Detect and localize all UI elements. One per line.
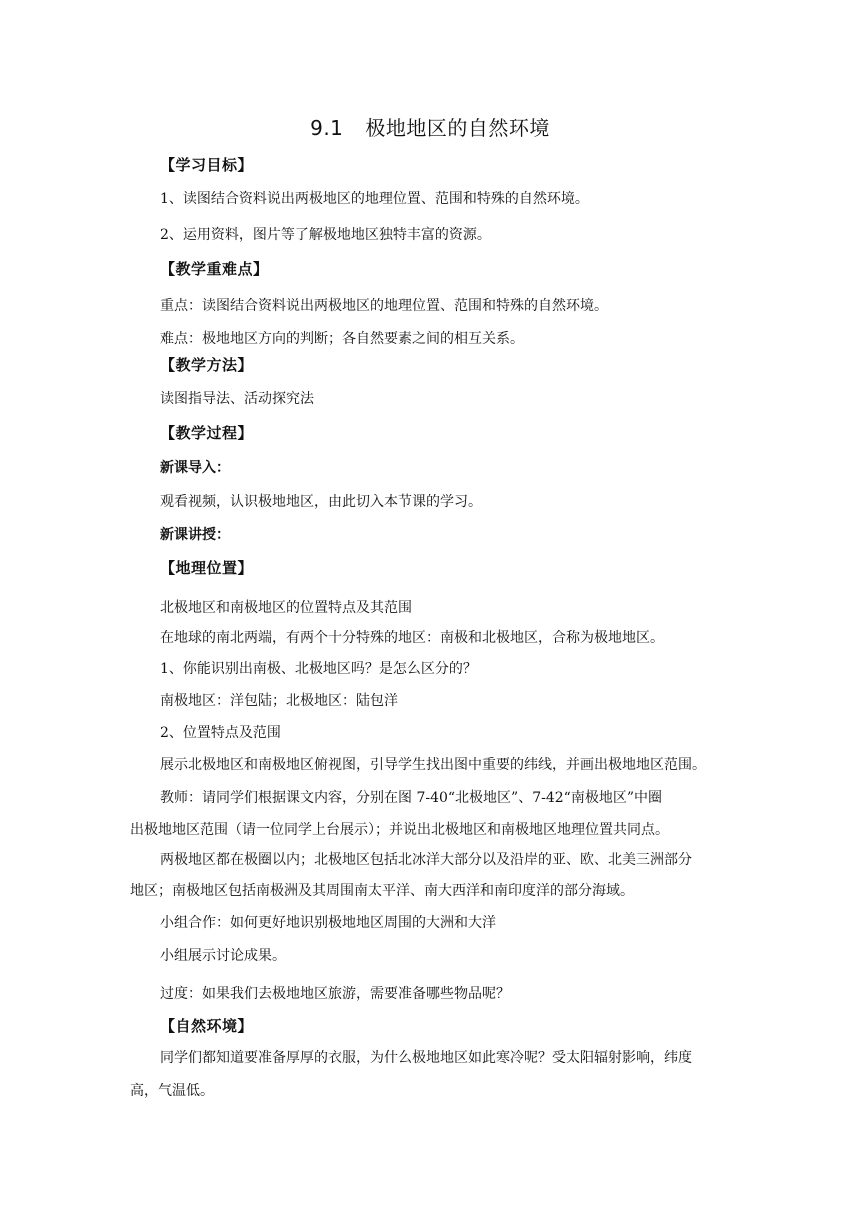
keypoint-text: 重点：读图结合资料说出两极地区的地理位置、范围和特殊的自然环境。 (160, 298, 608, 314)
location-heading: 【地理位置】 (160, 559, 254, 577)
location-paragraph-5a: 两极地区都在极圈以内；北极地区包括北冰洋大部分以及沿岸的亚、欧、北美三洲部分 (160, 852, 692, 868)
keypoints-heading: 【教学重难点】 (160, 260, 269, 278)
title-number: 9.1 (310, 116, 344, 140)
environment-heading: 【自然环境】 (160, 1017, 254, 1035)
location-paragraph-7: 小组展示讨论成果。 (160, 948, 286, 964)
objectives-heading: 【学习目标】 (160, 156, 254, 174)
difficulty-text: 难点：极地地区方向的判断；各自然要素之间的相互关系。 (160, 331, 524, 347)
methods-heading: 【教学方法】 (160, 356, 254, 374)
location-paragraph-4b: 出极地地区范围（请一位同学上台展示）；并说出北极地区和南极地区地理位置共同点。 (130, 822, 669, 838)
location-paragraph-5b: 地区；南极地区包括南极洲及其周围南太平洋、南大西洋和南印度洋的部分海域。 (130, 883, 634, 899)
location-question-1: 1、你能识别出南极、北极地区吗？是怎么区分的？ (160, 661, 477, 677)
methods-text: 读图指导法、活动探究法 (160, 391, 314, 407)
lecture-label: 新课讲授： (160, 527, 230, 543)
page-title (0, 114, 860, 142)
location-paragraph-2: 在地球的南北两端，有两个十分特殊的地区：南极和北极地区，合称为极地地区。 (160, 630, 664, 646)
location-question-2: 2、位置特点及范围 (160, 725, 281, 741)
environment-paragraph-1b: 高，气温低。 (130, 1083, 214, 1099)
objective-2: 2、运用资料，图片等了解极地地区独特丰富的资源。 (160, 227, 491, 243)
intro-label: 新课导入： (160, 460, 230, 476)
title-text: 极地地区的自然环境 (365, 116, 550, 140)
location-paragraph-4a: 教师：请同学们根据课文内容，分别在图 7-40“北极地区”、7-42“南极地区”中圈 (160, 790, 662, 806)
location-paragraph-3: 展示北极地区和南极地区俯视图，引导学生找出图中重要的纬线，并画出极地地区范围。 (160, 757, 706, 773)
objective-1: 1、读图结合资料说出两极地区的地理位置、范围和特殊的自然环境。 (160, 191, 589, 207)
intro-text: 观看视频，认识极地地区，由此切入本节课的学习。 (160, 494, 482, 510)
environment-paragraph-1a: 同学们都知道要准备厚厚的衣服，为什么极地地区如此寒冷呢？受太阳辐射影响，纬度 (160, 1050, 692, 1066)
location-paragraph-6: 小组合作：如何更好地识别极地地区周围的大洲和大洋 (160, 915, 496, 931)
location-paragraph-1: 北极地区和南极地区的位置特点及其范围 (160, 600, 412, 616)
process-heading: 【教学过程】 (160, 424, 254, 442)
location-paragraph-8: 过度：如果我们去极地地区旅游，需要准备哪些物品呢？ (160, 986, 510, 1002)
location-answer-1: 南极地区：洋包陆；北极地区：陆包洋 (160, 693, 398, 709)
